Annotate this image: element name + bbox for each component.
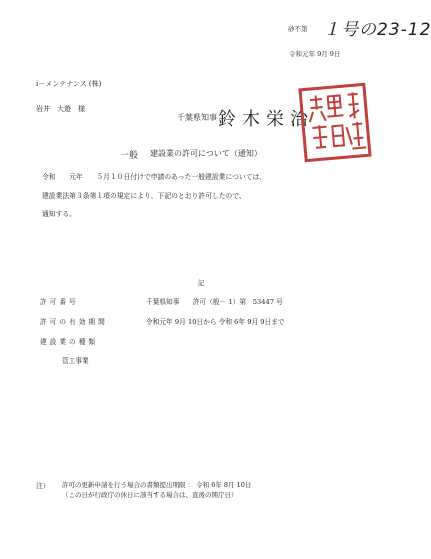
- body-line: 令和 元年 ５月１０日付けで申請のあった一般建設業については、: [42, 173, 267, 181]
- issue-date: 令和元年 9月 9日: [289, 50, 341, 58]
- sender-title: 千葉県知事: [177, 113, 217, 122]
- seal-graphic: [297, 81, 373, 164]
- notice-body: [42, 168, 362, 224]
- body-line: 通知する。: [42, 210, 76, 218]
- official-seal-stamp: [297, 81, 373, 164]
- ki-heading: 記: [198, 279, 205, 287]
- subject-title: 建設業の許可について（通知）: [150, 149, 262, 158]
- detail-label-license-number: 許可番号: [40, 298, 79, 306]
- doc-number-label: 砂不第: [288, 25, 308, 33]
- detail-value-license-number: 千葉県知事 許可（般－ 1）第 53447 号: [146, 298, 283, 306]
- doc-number-handwritten: １号の23-12: [323, 20, 431, 40]
- note-label: 注）: [36, 482, 50, 490]
- detail-label-construction-type: 建設業の種類: [40, 338, 99, 346]
- seal-glyph-strokes: [308, 92, 367, 152]
- sender-name: 鈴木栄治: [218, 109, 314, 130]
- note-holiday-rule: （この日が行政庁の休日に該当する場合は、直後の開庁日）: [62, 491, 238, 499]
- recipient-name: 岩井 大遊 様: [36, 105, 85, 113]
- body-line: 建設業法第３条第１項の規定により、下記のとおり許可したので、: [42, 191, 246, 200]
- detail-label-validity-period: 許可の有効期間: [40, 318, 108, 326]
- note-renewal-deadline: 許可の更新申請を行う場合の書類提出期限 ： 令和 6年 8月 10日: [62, 481, 252, 489]
- subject-license-kind: 一般: [120, 151, 139, 161]
- detail-value-validity-period: 令和元年 9月 10日から 令和 6年 9月 9日まで: [146, 318, 285, 326]
- recipient-company: i－メンテナンス (株): [36, 80, 102, 88]
- construction-type-value: 管工事業: [62, 357, 89, 365]
